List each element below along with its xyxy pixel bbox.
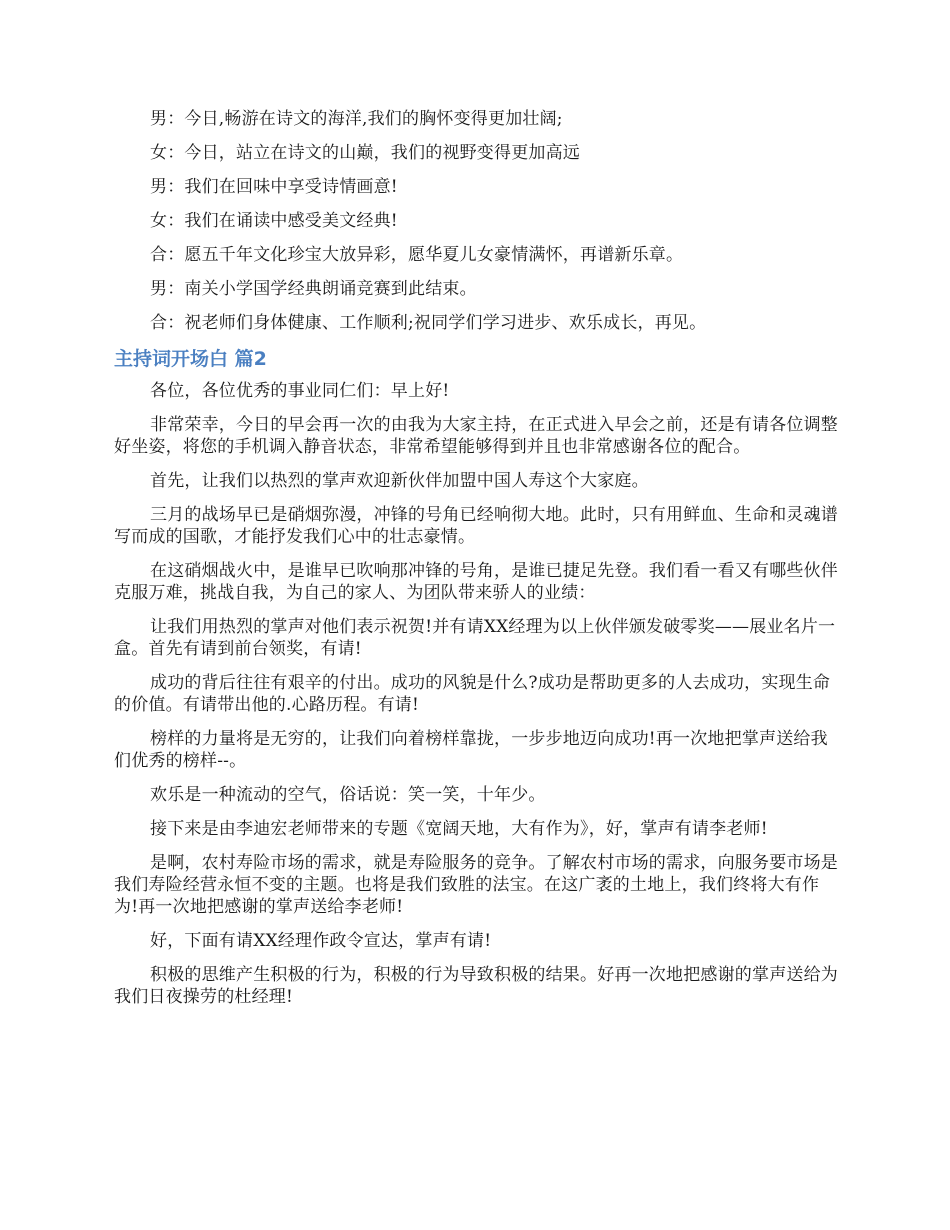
- paragraph: 男：我们在回味中享受诗情画意!: [150, 177, 398, 197]
- paragraph: 男：南关小学国学经典朗诵竞赛到此结束。: [150, 279, 477, 299]
- document-body: [114, 108, 840, 1020]
- paragraph: 接下来是由李迪宏老师带来的专题《宽阔天地，大有作为》，好，掌声有请李老师!: [150, 819, 768, 839]
- paragraph: 是啊，农村寿险市场的需求，就是寿险服务的竞争。了解农村市场的需求，向服务要市场是我们寿险经营永恒不变的主题。也将是我们致胜的法宝。在这广袤的土地上，我们终将大有作为!再一次地把感谢的掌声送给李老师!: [114, 853, 838, 917]
- paragraph: 欢乐是一种流动的空气，俗话说：笑一笑，十年少。: [150, 785, 546, 805]
- paragraph: 积极的思维产生积极的行为，积极的行为导致积极的结果。好再一次地把感谢的掌声送给为我们日夜操劳的杜经理!: [114, 965, 838, 1007]
- paragraph: 合：愿五千年文化珍宝大放异彩，愿华夏儿女豪情满怀，再谱新乐章。: [150, 245, 684, 265]
- paragraph: 榜样的力量将是无穷的，让我们向着榜样靠拢，一步步地迈向成功!再一次地把掌声送给我们优秀的榜样--。: [114, 729, 828, 771]
- paragraph: 好，下面有请XX经理作政令宣达，掌声有请!: [150, 931, 492, 951]
- paragraph: 非常荣幸，今日的早会再一次的由我为大家主持，在正式进入早会之前，还是有请各位调整好坐姿，将您的手机调入静音状态，非常希望能够得到并且也非常感谢各位的配合。: [114, 415, 838, 457]
- paragraph: 三月的战场早已是硝烟弥漫，冲锋的号角已经响彻大地。此时，只有用鲜血、生命和灵魂谱写而成的国歌，才能抒发我们心中的壮志豪情。: [114, 505, 838, 547]
- section-heading: 主持词开场白 篇2: [114, 348, 267, 370]
- paragraph: 男：今日,畅游在诗文的海洋,我们的胸怀变得更加壮阔;: [150, 109, 563, 129]
- paragraph: 在这硝烟战火中，是谁早已吹响那冲锋的号角，是谁已捷足先登。我们看一看又有哪些伙伴克服万难，挑战自我，为自己的家人、为团队带来骄人的业绩：: [114, 561, 838, 603]
- paragraph: 女：我们在诵读中感受美文经典!: [150, 211, 398, 231]
- paragraph: 成功的背后往往有艰辛的付出。成功的风貌是什么?成功是帮助更多的人去成功，实现生命的价值。有请带出他的.心路历程。有请!: [114, 673, 831, 715]
- paragraph: 各位，各位优秀的事业同仁们：早上好!: [150, 381, 450, 401]
- paragraph: 女：今日，站立在诗文的山巅，我们的视野变得更加高远: [150, 143, 580, 163]
- paragraph: 首先，让我们以热烈的掌声欢迎新伙伴加盟中国人寿这个大家庭。: [150, 471, 649, 491]
- paragraph: 让我们用热烈的掌声对他们表示祝贺!并有请XX经理为以上伙伴颁发破零奖——展业名片一盒。首先有请到前台领奖，有请!: [114, 617, 836, 659]
- paragraph: 合：祝老师们身体健康、工作顺利;祝同学们学习进步、欢乐成长，再见。: [150, 313, 707, 333]
